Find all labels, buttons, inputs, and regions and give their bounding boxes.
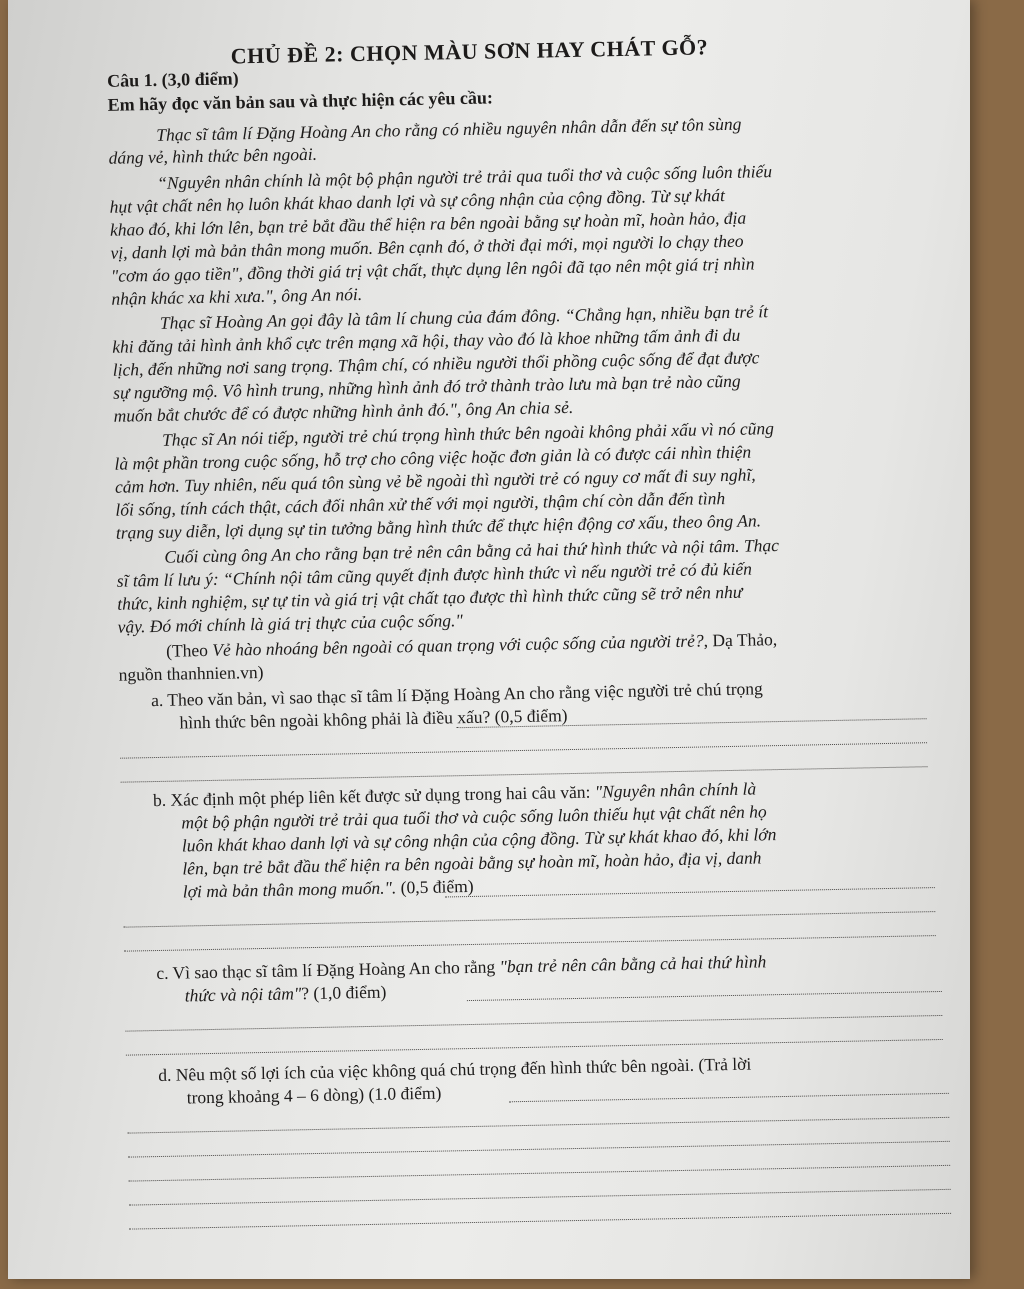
passage-line: trạng suy diễn, lợi dụng sự tin tưởng bằng hình thức để thực hiện động cơ xấu, theo ông An. [115,510,762,543]
answer-line-d[interactable] [129,1213,951,1230]
question-a-line1: a. Theo văn bản, vì sao thạc sĩ tâm lí Đặng Hoàng An cho rằng việc người trẻ chú trọng [150,678,763,711]
passage-line: lối sống, tính cách thật, cách đối nhân xử thế với mọi người, thậm chí còn dẫn đến tình [115,488,726,520]
question-c-line2 [185,981,387,1007]
source-author: , Dạ Thảo, [703,629,778,651]
question-b-prompt: b. Xác định một phép liên kết được sử dụng trong hai câu văn: [152,781,595,811]
passage-line: “Nguyên nhân chính là một bộ phận người trẻ trải qua tuổi thơ và cuộc sống luôn thiếu [156,161,773,193]
question-c-quote-end: thức và nội tâm" [184,983,302,1006]
question-c-line1 [156,950,766,984]
source-site: nguồn thanhnien.vn) [118,661,264,685]
passage-line: sự ngưỡng mộ. Vô hình trung, những hình ảnh đó trở thành trào lưu mà bạn trẻ nào cũng [112,370,741,403]
source-prefix: (Theo [165,639,213,661]
passage-line: nhận khác xa khi xưa.", ông An nói. [111,283,363,309]
answer-line-a[interactable] [121,766,928,782]
question-b-last-line [183,875,474,903]
passage-line: Thạc sĩ An nói tiếp, người trẻ chú trọng hình thức bên ngoài không phải xấu vì nó cũng [161,418,775,450]
passage-line: vậy. Đó mới chính là giá trị thực của cuộc sống." [117,610,463,637]
answer-line-d[interactable] [128,1141,950,1158]
passage-line: Thạc sĩ tâm lí Đặng Hoàng An cho rằng có nhiều nguyên nhân dẫn đến sự tôn sùng [156,113,742,145]
passage-line: khi đăng tải hình ảnh khổ cực trên mạng xã hội, thay vào đó là khoe những tấm ảnh đi du [112,324,741,357]
question-b-quote-line: luôn khát khao danh lợi và sự công nhận của cộng đồng. Từ sự khát khao đó, khi lớn [181,824,777,856]
instruction: Em hãy đọc văn bản sau và thực hiện các yêu cầu: [107,87,494,115]
passage-line: muốn bắt chước để có được những hình ảnh đó.", ông An chia sẻ. [113,396,574,426]
question-d-line2: trong khoảng 4 – 6 dòng) (1.0 điểm) [186,1082,442,1108]
passage-line: thức, kinh nghiệm, sự tự tin và giá trị vật chất tạo được thì hình thức cũng sẽ trở nên như [117,581,743,614]
answer-line-c[interactable] [467,991,942,1001]
question-b-quote: "Nguyên nhân chính là [594,778,757,802]
question-c-quote: "bạn trẻ nên cân bằng cả hai thứ hình [499,951,767,977]
passage-line: dáng vẻ, hình thức bên ngoài. [108,143,318,168]
passage-line: sĩ tâm lí lưu ý: “Chính nội tâm cũng quyết định được hình thức vì nếu người trẻ có đủ kiến [116,558,753,591]
question-c-prompt: c. Vì sao thạc sĩ tâm lí Đặng Hoàng An cho rằng [156,956,500,984]
question-b-points: (0,5 điểm) [396,875,474,898]
passage-line: là một phần trong cuộc sống, hỗ trợ cho công việc hoặc đơn giản là có được cái nhìn thiện [114,441,752,474]
passage-line: Thạc sĩ Hoàng An gọi đây là tâm lí chung của đám đông. “Chẳng hạn, nhiều bạn trẻ ít [159,301,769,333]
answer-line-b[interactable] [445,887,935,897]
passage-line: "cơm áo gạo tiền", đồng thời giá trị vật chất, thực dụng lên ngôi đã tạo nên một giá trị nhìn [110,253,755,286]
passage-line: vị, danh lợi mà bản thân mong muốn. Bên cạnh đó, ở thời đại mới, mọi người lo chạy theo [110,230,744,263]
answer-line-d[interactable] [128,1165,950,1182]
answer-line-a[interactable] [120,742,927,758]
question-c-points: ? (1,0 điểm) [301,981,387,1004]
source-title: Vẻ hào nhoáng bên ngoài có quan trọng với cuộc sống của người trẻ? [212,630,704,660]
answer-line-c[interactable] [126,1039,943,1056]
question-b-quote-line: một bộ phận người trẻ trải qua tuổi thơ và cuộc sống luôn thiếu hụt vật chất nên họ [181,801,767,833]
answer-line-c[interactable] [125,1015,942,1032]
answer-line-b[interactable] [124,935,936,952]
answer-line-d[interactable] [509,1093,949,1102]
passage-line: hụt vật chất nên họ luôn khát khao danh lợi và sự công nhận của cộng đồng. Từ sự khát [109,184,726,217]
question-a-line2: hình thức bên ngoài không phải là điều xấu? (0,5 điểm) [179,705,568,733]
passage-line: cảm hơn. Tuy nhiên, nếu quá tôn sùng vẻ bề ngoài thì người trẻ có nguy cơ mất đi suy nghĩ, [114,464,756,497]
passage-line: lịch, đến những nơi sang trọng. Thậm chí, có nhiều người thổi phồng cuộc sống để đạt được [112,347,760,380]
answer-line-b[interactable] [123,911,935,928]
answer-line-d[interactable] [129,1189,951,1206]
question-number: Câu 1. (3,0 điểm) [106,68,239,91]
answer-line-d[interactable] [127,1117,949,1134]
page-title: CHỦ ĐỀ 2: CHỌN MÀU SƠN HAY CHÁT GỖ? [230,34,709,69]
passage-line: khao đó, khi lớn lên, bạn trẻ bắt đầu thể hiện ra bên ngoài bằng sự hoàn mĩ, hoàn hảo, địa [109,207,747,240]
question-b-quote-line: lên, bạn trẻ bắt đầu thể hiện ra bên ngoài bằng sự hoàn mĩ, hoàn hảo, địa vị, danh [182,847,762,879]
passage-line: Cuối cùng ông An cho rằng bạn trẻ nên cân bằng cả hai thứ hình thức và nội tâm. Thạc [164,535,780,567]
question-d-line1: d. Nêu một số lợi ích của việc không quá chú trọng đến hình thức bên ngoài. (Trả lời [158,1053,752,1086]
question-b-quote-end: lợi mà bản thân mong muốn.". [182,877,397,902]
